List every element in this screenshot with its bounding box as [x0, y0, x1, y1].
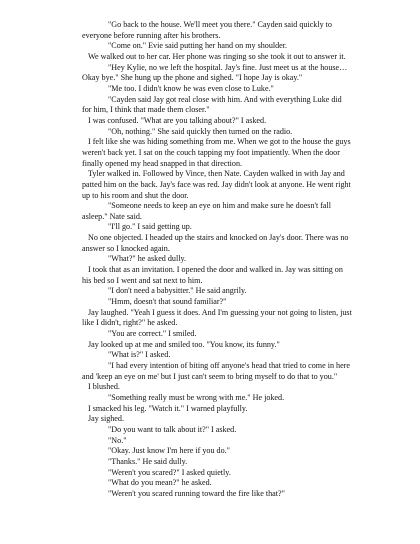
paragraph: "I don't need a babysitter." He said angrily.: [108, 286, 247, 296]
paragraph: "You are correct." I smiled.: [108, 329, 197, 339]
paragraph: "Oh, nothing." She said quickly then turned on the radio.: [108, 126, 293, 136]
paragraph: I blushed.: [88, 382, 120, 392]
paragraph: "What is?" I asked.: [108, 350, 171, 360]
paragraph: "What?" he asked dully.: [108, 254, 187, 264]
paragraph: "Weren't you scared running toward the fire like that?": [108, 488, 285, 498]
paragraph: "Cayden said Jay got real close with him. And with everything Luke did for him, I think that made them closer.": [82, 94, 342, 115]
paragraph: I took that as an invitation. I opened the door and walked in. Jay was sitting on his bed so I went and sat next to him.: [82, 265, 343, 285]
paragraph: "I'll go." I said getting up.: [108, 222, 192, 232]
paragraph: Jay laughed. "Yeah I guess it does. And I'm guessing your not going to listen, just like I didn't, right?" he asked.: [82, 307, 352, 328]
paragraph: "Do you want to talk about it?" I asked.: [108, 424, 237, 434]
paragraph: I smacked his leg. "Watch it." I warned playfully.: [88, 403, 248, 413]
paragraph: "Someone needs to keep an eye on him and make sure he doesn't fall asleep." Nate said.: [82, 201, 332, 221]
paragraph: "Thanks." He said dully.: [108, 456, 188, 466]
paragraph: "What do you mean?" he asked.: [108, 478, 212, 488]
paragraph: I was confused. "What are you talking about?" I asked.: [88, 115, 267, 125]
paragraph: Tyler walked in. Followed by Vince, then Nate. Cayden walked in with Jay and patted him on the back. Jay's face was red. Jay didn't look at anyone. He went right up to his room and shut the door.: [82, 169, 351, 200]
paragraph: "Come on." Evie said putting her hand on my shoulder.: [108, 41, 288, 51]
paragraph: "No.": [108, 435, 127, 445]
paragraph: "Something really must be wrong with me." He joked.: [108, 392, 285, 402]
paragraph: "Hmm, doesn't that sound familiar?": [108, 297, 227, 307]
paragraph: "Go back to the house. We'll meet you there." Cayden said quickly to everyone before running after his brothers.: [82, 20, 332, 40]
paragraph: "Hey Kylie, no we left the hospital. Jay's fine. Just meet us at the house… Okay bye." She hung up the phone and sighed. "I hope Jay is okay.": [82, 62, 348, 83]
paragraph: I felt like she was hiding something from me. When we got to the house the guys weren't back yet. I sat on the couch tapping my foot impatiently. When the door finally opened my head snapped in that direction.: [82, 137, 351, 168]
paragraph: No one objected. I headed up the stairs and knocked on Jay's door. There was no answer so I knocked again.: [82, 233, 349, 253]
paragraph: Jay looked up at me and smiled too. "You know, its funny.": [88, 339, 280, 349]
paragraph: "Me too. I didn't know he was even close to Luke.": [108, 83, 274, 93]
paragraph: "Okay. Just know I'm here if you do.": [108, 446, 230, 456]
body-text: [82, 20, 352, 500]
paragraph: "I had every intention of biting off anyone's head that tried to come in here and 'keep an eye on me' but I just can't seem to bring myself to do that to you.": [82, 361, 350, 381]
paragraph: Jay sighed.: [88, 414, 124, 424]
paragraph: "Weren't you scared?" I asked quietly.: [108, 467, 231, 477]
paragraph: We walked out to her car. Her phone was ringing so she took it out to answer it.: [88, 51, 346, 61]
